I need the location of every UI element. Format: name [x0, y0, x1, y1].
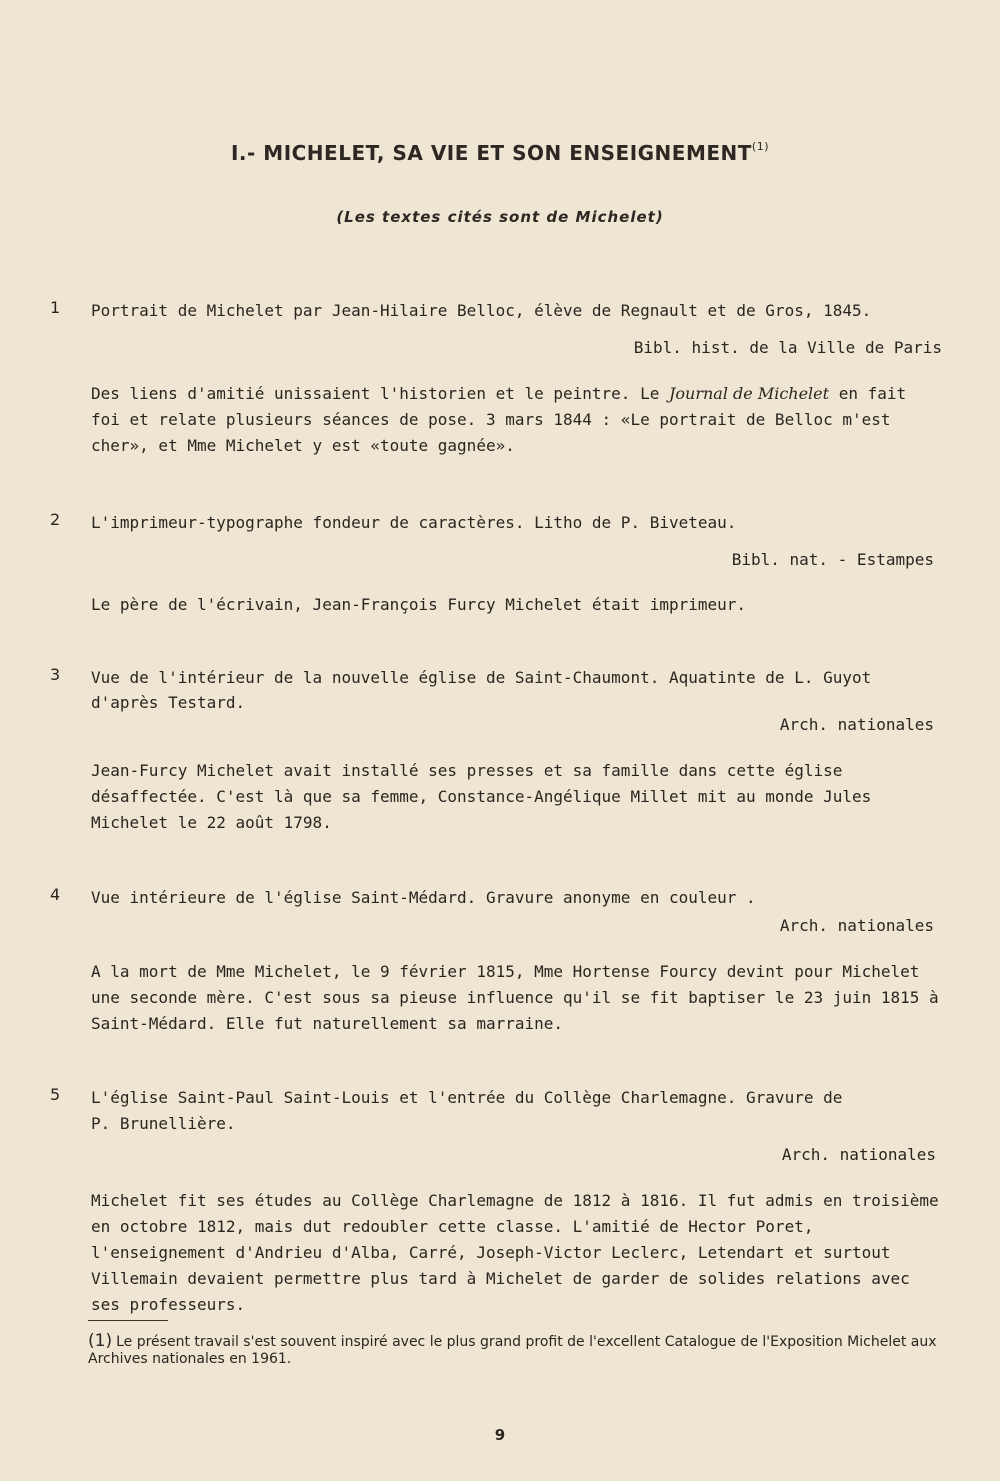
entry-caption: L'église Saint-Paul Saint-Louis et l'entrée du Collège Charlemagne. Gravure de P. Brunellière. [91, 1088, 843, 1133]
footnote-mark: (1) [88, 1331, 113, 1351]
footnote-divider [88, 1320, 168, 1321]
entry-commentary: Michelet fit ses études au Collège Charlemagne de 1812 à 1816. Il fut admis en troisième en octobre 1812, mais dut redoubler cette classe. L'amitié de Hector Poret, l'enseignement d'Andrieu d'Alba, Carré, Joseph-Victor Leclerc, Letendart et surtout Villemain devaient permettre plus tard à Michelet de garder de solides relations avec ses professeurs. [91, 1191, 939, 1314]
footnote-reference: (1) [751, 140, 769, 153]
entry-caption: L'imprimeur-typographe fondeur de caractères. Litho de P. Biveteau. [91, 513, 737, 532]
entry-commentary: Le père de l'écrivain, Jean-François Furcy Michelet était imprimeur. [91, 595, 747, 614]
entry-caption: Portrait de Michelet par Jean-Hilaire Belloc, élève de Regnault et de Gros, 1845. [91, 301, 872, 320]
entry-source: Bibl. hist. de la Ville de Paris [633, 338, 942, 357]
book-title: Journal de Michelet [668, 384, 830, 403]
entry-number: 5 [50, 1085, 61, 1104]
entry-number: 3 [50, 665, 61, 684]
entry-commentary: Jean-Furcy Michelet avait installé ses presses et sa famille dans cette église désaffectée. C'est là que sa femme, Constance-Angélique Millet mit au monde Jules Michelet le 22 août 1798. [91, 761, 872, 832]
entry-number: 2 [50, 510, 61, 529]
entry-commentary [91, 381, 931, 459]
entry-number: 1 [50, 298, 61, 317]
section-subtitle: (Les textes cités sont de Michelet) [336, 208, 664, 226]
commentary-text: en fait foi et relate plusieurs séances de pose. 3 mars 1844 : «Le portrait de Belloc m'est cher», et Mme Michelet y est «toute gagnée». [91, 384, 907, 455]
entry-source: Bibl. nat. - Estampes [731, 550, 934, 569]
entry-source: Arch. nationales [781, 1145, 936, 1164]
entry-commentary: A la mort de Mme Michelet, le 9 février 1815, Mme Hortense Fourcy devint pour Michelet une seconde mère. C'est sous sa pieuse influence qu'il se fit baptiser le 23 juin 1815 à Saint-Médard. Elle fut naturellement sa marraine. [91, 962, 939, 1033]
entry-source: Arch. nationales [779, 916, 934, 935]
footnote [88, 1333, 948, 1368]
page-number: 9 [494, 1426, 506, 1444]
entry-caption: Vue de l'intérieur de la nouvelle église de Saint-Chaumont. Aquatinte de L. Guyot d'après Testard. [91, 668, 872, 712]
entry-caption: Vue intérieure de l'église Saint-Médard. Gravure anonyme en couleur . [91, 888, 756, 907]
entry-number: 4 [50, 885, 61, 904]
entry-source: Arch. nationales [779, 715, 934, 734]
section-title-text: I.- MICHELET, SA VIE ET SON ENSEIGNEMENT [230, 141, 752, 165]
commentary-text: Des liens d'amitié unissaient l'historien et le peintre. Le [91, 384, 669, 403]
section-title [0, 140, 1000, 165]
footnote-text: Le présent travail s'est souvent inspiré avec le plus grand profit de l'excellent Catalogue de l'Exposition Michelet aux Archives nationales en 1961. [88, 1334, 937, 1367]
